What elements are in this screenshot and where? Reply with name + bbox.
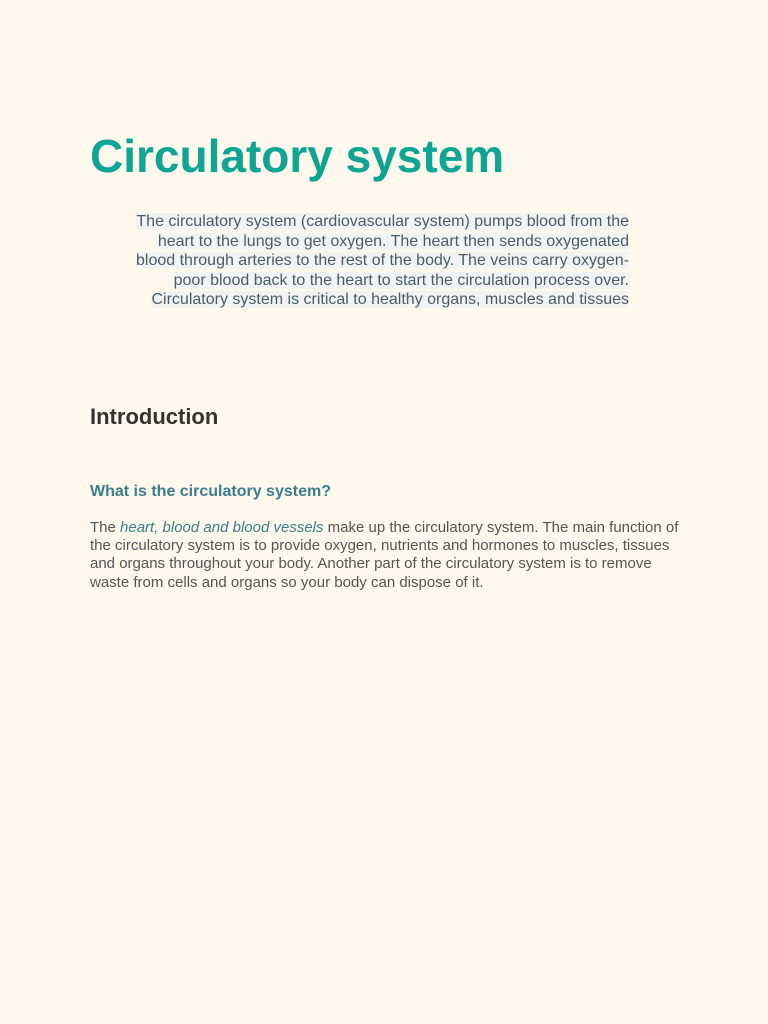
body-link-heart-blood-vessels[interactable]: heart, blood and blood vessels xyxy=(120,519,324,536)
subheading-what-is: What is the circulatory system? xyxy=(90,483,331,500)
body-prefix: The xyxy=(90,519,121,536)
page-title: Circulatory system xyxy=(90,130,505,182)
article-summary xyxy=(136,212,629,310)
body-paragraph xyxy=(90,519,680,592)
article-summary-text: The circulatory system (cardiovascular system) pumps blood from the heart to the lungs to get oxygen. The heart then sends oxygenated blood through arteries to the rest of the body. The veins carry oxygen-poor blood back to the heart to start the circulation process over. Circulatory system is critical to healthy organs, muscles and tissues xyxy=(136,213,630,309)
section-heading-introduction: Introduction xyxy=(90,404,219,429)
body-suffix: make up the circulatory system. The main function of the circulatory system is to provide oxygen, nutrients and hormones to muscles, tissues and organs throughout your body. Another part of the circulatory system is to remove waste from cells and organs so your body can dispose of it. xyxy=(90,519,679,591)
